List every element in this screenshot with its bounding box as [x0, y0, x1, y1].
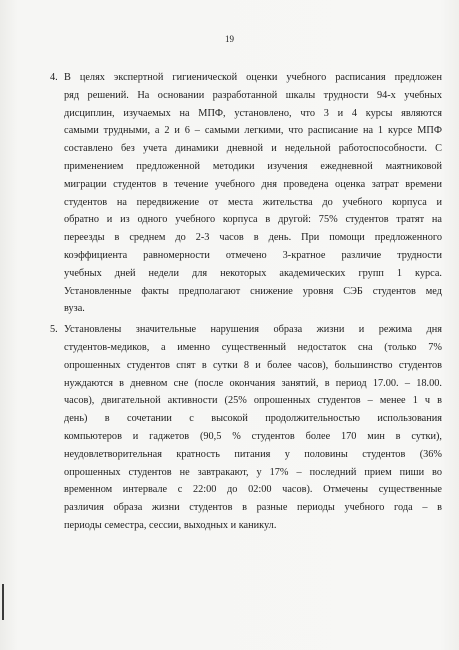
paragraph-line: ряд решений. На основании разработанной шкалы трудности 94-х учебных: [64, 89, 442, 101]
paragraph-line: Установлены значительные нарушения образа жизни и режима дня: [64, 324, 442, 336]
page-number: 19: [225, 34, 234, 44]
paragraph-line: студентов-медиков, а именно существенный недостаток сна (только 7%: [64, 341, 442, 353]
paragraph-line: часов), двигательной активности (25% опрошенных студентов – менее 1 ч в: [64, 395, 442, 407]
paragraph-line: студентов на передвижение от места жительства до учебного корпуса и: [64, 196, 442, 208]
paragraph-line: опрошенных студентов не завтракают, у 17% – последний прием пиши во: [64, 466, 442, 478]
paragraph-line: обратно и из одного учебного корпуса в другой: 75% студентов тратят на: [64, 214, 442, 226]
paragraph-line: опрошенных студентов спят в сутки 8 и более часов), большинство студентов: [64, 359, 442, 371]
list-item-number: 5.: [50, 324, 58, 336]
scan-edge-mark: [2, 584, 4, 620]
paragraph-line: периоды семестра, сессии, выходных и каникул.: [64, 519, 277, 531]
list-item-4: [50, 69, 442, 318]
paragraph-line: самыми трудными, а 2 и 6 – самыми легкими, что расписание на 1 курсе МПФ: [64, 125, 442, 137]
paragraph-line: временном интервале с 22:00 до 02:00 часов). Отмечены существенные: [64, 484, 442, 496]
list-item-number: 4.: [50, 72, 58, 83]
paragraph-line: различия образа жизни студентов в разные периоды учебного года – в: [64, 502, 442, 514]
paragraph-line: дисциплин, изучаемых на МПФ, установлено, что 3 и 4 курсы являются: [64, 107, 442, 119]
list-item-5: [50, 321, 442, 535]
paragraph-line: миграции студентов в течение учебного дня проведена оценка затрат времени: [64, 178, 442, 190]
paragraph-line: нуждаются в дневном сне (после окончания занятий, в период 17.00. – 18.00.: [64, 377, 442, 389]
paragraph-line: В целях экспертной гигиенической оценки учебного расписания предложен: [64, 72, 442, 83]
numbered-list: [50, 69, 442, 535]
paragraph-line: Установленные факты предполагают снижение уровня СЭБ студентов мед: [64, 285, 442, 297]
paragraph-line: применением предложенной методики изучения ежедневной маятниковой: [64, 160, 442, 172]
paragraph-line: составлено без учета динамики дневной и недельной работоспособности. С: [64, 143, 442, 155]
paragraph-line: учебных дней недели для некоторых академических групп 1 курса.: [64, 267, 442, 279]
paragraph-line: вуза.: [64, 303, 85, 315]
paragraph-line: неудовлетворительная кратность питания у половины студентов (36%: [64, 448, 442, 460]
paragraph-line: компьютеров и гаджетов (90,5 % студентов более 170 мин в сутки),: [64, 430, 442, 442]
paragraph-line: переезды в среднем до 2-3 часов в день. При помощи предложенного: [64, 232, 442, 244]
paragraph-line: день) в сочетании с высокой продолжительностью использования: [64, 413, 442, 425]
paragraph-line: коэффициента равномерности отмечено 3-кратное различие трудности: [64, 249, 442, 261]
